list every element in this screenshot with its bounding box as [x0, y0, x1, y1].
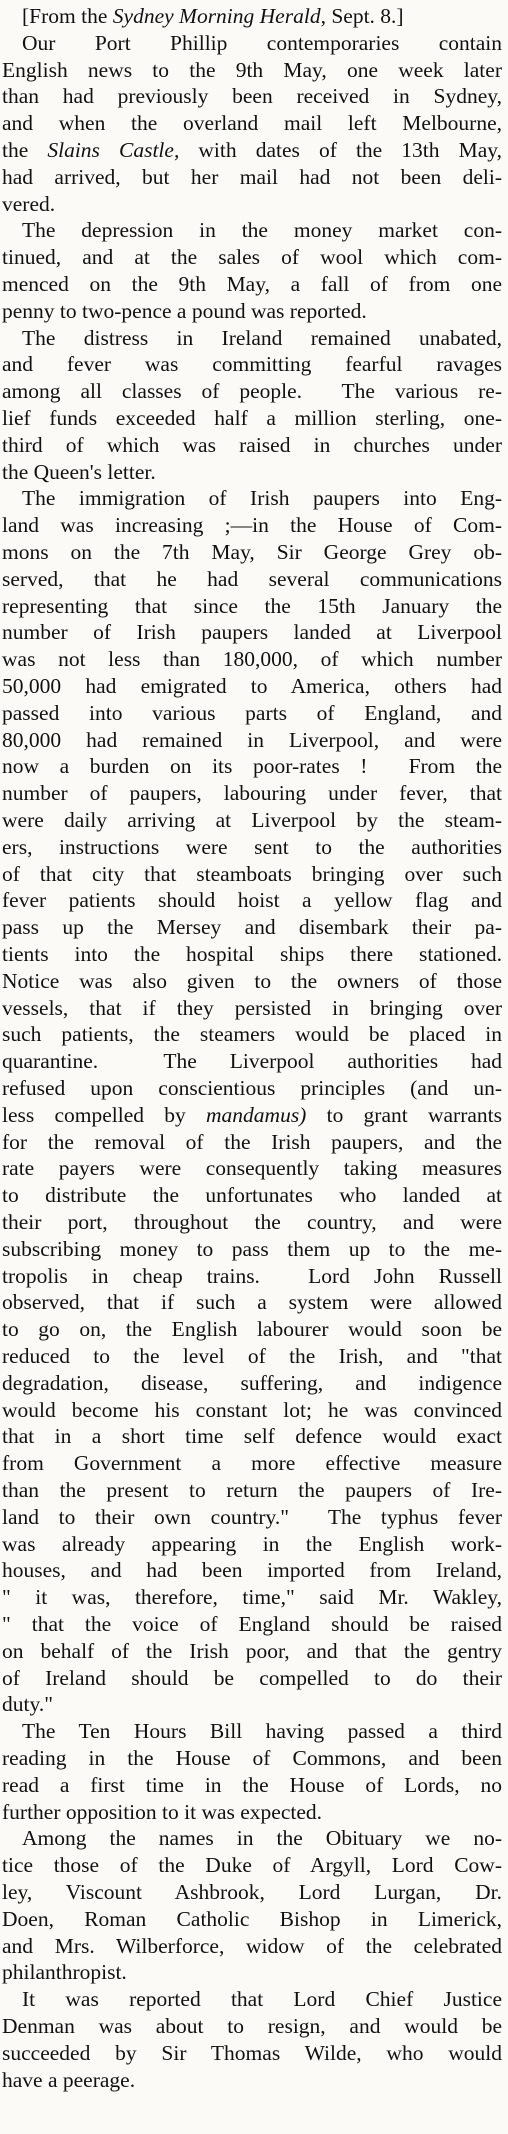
- article-line: [2, 1397, 502, 1424]
- article-line: [2, 1263, 502, 1290]
- article-line: [2, 2013, 502, 2040]
- line-text: [2, 1102, 502, 1129]
- line-text: [2, 1477, 502, 1504]
- article-line: [2, 1852, 502, 1879]
- italic-text: Sydney Morning Herald: [112, 4, 321, 28]
- line-text: [2, 1504, 502, 1531]
- text-run: vered.: [2, 191, 56, 216]
- text-run: observed, that if such a system were allowed: [2, 1290, 502, 1315]
- text-run: now a burden on its poor-rates ! From the: [2, 754, 502, 779]
- text-run: third of which was raised in churches under: [2, 432, 502, 457]
- article-line: [2, 1745, 502, 1772]
- article-line: [2, 1933, 502, 1960]
- article-line: [2, 619, 502, 646]
- line-text: [2, 1665, 502, 1692]
- text-run: served, that he had several communications: [2, 566, 502, 591]
- text-run: among all classes of people. The various re-: [2, 379, 502, 404]
- article-line: [2, 1129, 502, 1156]
- text-run: to go on, the English labourer would soon be: [2, 1317, 502, 1342]
- article-line: [2, 1531, 502, 1558]
- source-line: [22, 3, 502, 30]
- article-line: [2, 1075, 502, 1102]
- line-text: [2, 1450, 502, 1477]
- line-text: [2, 1745, 502, 1772]
- article-line: [2, 1236, 502, 1263]
- text-run: Denman was about to resign, and would be: [2, 2014, 502, 2038]
- text-run: to distribute the unfortunates who landed at: [2, 1183, 502, 1208]
- line-text: [2, 700, 502, 727]
- article-line: [22, 485, 502, 512]
- text-run: of Ireland should be compelled to do their: [2, 1665, 502, 1690]
- article-line: [2, 753, 502, 780]
- article-line: [2, 673, 502, 700]
- text-run: Among the names in the Obituary we no-: [22, 1826, 502, 1851]
- line-text: [2, 405, 502, 432]
- text-run: on behalf of the Irish poor, and that the gentry: [2, 1638, 502, 1663]
- text-run: number of Irish paupers landed at Liverpool: [2, 620, 502, 645]
- line-text: [2, 593, 502, 620]
- line-text: [2, 807, 502, 834]
- text-run: was not less than 180,000, of which number: [2, 647, 502, 672]
- text-run: Doen, Roman Catholic Bishop in Limerick,: [2, 1906, 502, 1931]
- line-text: [2, 780, 502, 807]
- text-run: penny to two-pence a pound was reported.: [2, 298, 367, 323]
- article-line: [2, 1557, 502, 1584]
- line-text: [2, 57, 502, 84]
- article-line: [2, 298, 502, 325]
- line-text: [2, 727, 502, 754]
- line-text: [2, 1048, 502, 1075]
- line-text: [2, 271, 502, 298]
- article-line: [2, 834, 502, 861]
- italic-text: Slains Castle,: [47, 138, 180, 162]
- article-line: [2, 1879, 502, 1906]
- article-line: [2, 1504, 502, 1531]
- text-run: tropolis in cheap trains. Lord John Russell: [2, 1263, 502, 1288]
- text-run: from Government a more effective measure: [2, 1451, 502, 1476]
- article-line: [2, 191, 502, 218]
- line-text: [2, 1879, 502, 1906]
- line-text: [22, 1825, 502, 1852]
- line-text: [2, 646, 502, 673]
- text-run: ers, instructions were sent to the authorities: [2, 834, 502, 859]
- text-run: further opposition to it was expected.: [2, 1799, 323, 1824]
- line-text: [2, 1182, 502, 1209]
- line-text: [2, 1799, 322, 1826]
- text-run: duty.": [2, 1692, 53, 1717]
- text-run: tients into the hospital ships there stationed.: [2, 942, 502, 966]
- line-text: [2, 191, 55, 218]
- line-text: [2, 914, 502, 941]
- text-run: " it was, therefore, time," said Mr. Wakley,: [2, 1585, 502, 1610]
- article-line: [2, 968, 502, 995]
- article-line: [2, 1048, 502, 1075]
- line-text: [2, 995, 502, 1022]
- article-line: [2, 539, 502, 566]
- article-line: [2, 1021, 502, 1048]
- article-line: [2, 727, 502, 754]
- text-run: their port, throughout the country, and were: [2, 1210, 502, 1234]
- line-text: [22, 217, 502, 244]
- line-text: [2, 1691, 53, 1718]
- article-line: [2, 1638, 502, 1665]
- line-text: [22, 1718, 502, 1745]
- text-run: were daily arriving at Liverpool by the steam-: [2, 808, 502, 832]
- text-run: ley, Viscount Ashbrook, Lord Lurgan, Dr.: [2, 1880, 502, 1904]
- text-run: read a first time in the House of Lords, no: [2, 1772, 502, 1797]
- article-line: [2, 1691, 502, 1718]
- text-run: subscribing money to pass them up to the me-: [2, 1236, 502, 1261]
- article-line: [2, 941, 502, 968]
- article-line: [2, 2040, 502, 2067]
- line-text: [22, 30, 502, 57]
- text-run: [From the: [22, 4, 113, 28]
- article-line: [22, 30, 502, 57]
- article-line: [2, 1477, 502, 1504]
- text-run: number of paupers, labouring under fever, that: [2, 781, 502, 806]
- line-text: [2, 1155, 502, 1182]
- line-text: [2, 1021, 502, 1048]
- text-run: quarantine. The Liverpool authorities had: [2, 1049, 502, 1074]
- line-text: [2, 1423, 502, 1450]
- text-run: succeeded by Sir Thomas Wilde, who would: [2, 2040, 502, 2065]
- line-text: [2, 968, 502, 995]
- line-text: [2, 2040, 502, 2067]
- article-line: [2, 1102, 502, 1129]
- text-run: was already appearing in the English work-: [2, 1531, 502, 1556]
- article-line: [22, 1718, 502, 1745]
- text-run: English news to the 9th May, one week later: [2, 57, 502, 82]
- text-run: passed into various parts of England, and: [2, 700, 502, 725]
- text-run: pass up the Mersey and disembark their pa-: [2, 915, 502, 940]
- line-text: [2, 164, 502, 191]
- text-run: Our Port Phillip contemporaries contain: [22, 30, 502, 55]
- text-run: and fever was committing fearful ravages: [2, 352, 502, 377]
- line-text: [2, 512, 502, 539]
- article-line: [2, 1209, 502, 1236]
- line-text: [2, 941, 502, 968]
- line-text: [2, 298, 367, 325]
- article-line: [2, 1665, 502, 1692]
- text-run: such patients, the steamers would be placed in: [2, 1022, 502, 1047]
- article-line: [2, 137, 502, 164]
- text-run: refused upon conscientious principles (and un-: [2, 1076, 502, 1100]
- article-line: [2, 1906, 502, 1933]
- article-line: [2, 432, 502, 459]
- line-text: [2, 1129, 502, 1156]
- text-run: than the present to return the paupers of Ire-: [2, 1478, 502, 1502]
- text-run: philanthropist.: [2, 1960, 127, 1985]
- text-run: Notice was also given to the owners of those: [2, 968, 502, 993]
- line-text: [2, 2013, 502, 2040]
- text-run: mons on the 7th May, Sir George Grey ob-: [2, 540, 502, 564]
- article-line: [2, 861, 502, 888]
- line-text: [2, 1584, 502, 1611]
- text-run: tinued, and at the sales of wool which com-: [2, 245, 502, 270]
- article-line: [2, 459, 502, 486]
- text-run: have a peerage.: [2, 2067, 136, 2092]
- text-run: The Ten Hours Bill having passed a third: [22, 1719, 502, 1744]
- text-run: land to their own country." The typhus fever: [2, 1504, 502, 1529]
- article-line: [2, 1370, 502, 1397]
- text-run: " that the voice of England should be raised: [2, 1612, 502, 1636]
- article-line: [2, 1584, 502, 1611]
- line-text: [2, 1236, 502, 1263]
- text-run: with dates of the 13th May,: [179, 138, 502, 162]
- line-text: [2, 244, 502, 271]
- article-line: [2, 914, 502, 941]
- line-text: [2, 619, 502, 646]
- line-text: [2, 1075, 502, 1102]
- text-run: reduced to the level of the Irish, and "that: [2, 1344, 502, 1368]
- line-text: [2, 834, 502, 861]
- line-text: [2, 432, 502, 459]
- line-text: [2, 137, 502, 164]
- text-run: the Queen's letter.: [2, 459, 156, 484]
- text-run: 50,000 had emigrated to America, others had: [2, 674, 502, 698]
- line-text: [22, 485, 502, 512]
- article-line: [22, 325, 502, 352]
- line-text: [2, 1557, 502, 1584]
- text-run: 80,000 had remained in Liverpool, and were: [2, 727, 502, 752]
- line-text: [2, 1343, 502, 1370]
- line-text: [2, 1263, 502, 1290]
- text-run: would become his constant lot; he was convinced: [2, 1397, 502, 1422]
- line-text: [22, 3, 404, 30]
- article-line: [22, 1825, 502, 1852]
- text-run: representing that since the 15th January the: [2, 593, 502, 618]
- text-run: for the removal of the Irish paupers, and the: [2, 1129, 502, 1154]
- line-text: [2, 861, 502, 888]
- text-run: that in a short time self defence would exact: [2, 1424, 502, 1449]
- article-line: [2, 405, 502, 432]
- text-run: , Sept. 8.]: [320, 4, 404, 28]
- line-text: [2, 1906, 502, 1933]
- article-line: [2, 244, 502, 271]
- line-text: [2, 566, 502, 593]
- article-line: [2, 1289, 502, 1316]
- text-run: The depression in the money market con-: [22, 218, 502, 243]
- article-line: [2, 378, 502, 405]
- article-line: [2, 807, 502, 834]
- text-run: and when the overland mail left Melbourne,: [2, 111, 502, 136]
- line-text: [2, 887, 502, 914]
- text-run: and Mrs. Wilberforce, widow of the celebrated: [2, 1933, 502, 1958]
- line-text: [2, 1370, 502, 1397]
- text-run: menced on the 9th May, a fall of from one: [2, 272, 502, 296]
- article-line: [2, 57, 502, 84]
- text-run: reading in the House of Commons, and been: [2, 1746, 502, 1770]
- text-run: The immigration of Irish paupers into Eng-: [22, 486, 502, 511]
- article-line: [2, 995, 502, 1022]
- article-line: [2, 780, 502, 807]
- line-text: [2, 459, 156, 486]
- article-line: [2, 83, 502, 110]
- article-line: [2, 1799, 502, 1826]
- text-run: less compelled by: [2, 1102, 207, 1127]
- text-run: the: [2, 138, 48, 162]
- line-text: [2, 673, 502, 700]
- article-line: [2, 887, 502, 914]
- text-run: fever patients should hoist a yellow flag and: [2, 888, 502, 913]
- text-run: tice those of the Duke of Argyll, Lord Cow-: [2, 1853, 502, 1878]
- article-line: [2, 271, 502, 298]
- text-run: rate payers were consequently taking measures: [2, 1156, 502, 1181]
- line-text: [2, 110, 502, 137]
- article-line: [2, 110, 502, 137]
- article-line: [2, 700, 502, 727]
- text-run: lief funds exceeded half a million sterling, one-: [2, 406, 502, 430]
- article-line: [2, 646, 502, 673]
- article-line: [2, 1182, 502, 1209]
- line-text: [2, 1772, 502, 1799]
- article-line: [2, 1423, 502, 1450]
- article-line: [2, 351, 502, 378]
- article-line: [2, 1343, 502, 1370]
- article-line: [22, 217, 502, 244]
- line-text: [2, 83, 502, 110]
- article-line: [2, 1450, 502, 1477]
- text-run: had arrived, but her mail had not been deli-: [2, 164, 502, 189]
- line-text: [2, 1611, 502, 1638]
- text-run: It was reported that Lord Chief Justice: [22, 1987, 502, 2012]
- article-line: [2, 1772, 502, 1799]
- line-text: [2, 2067, 135, 2094]
- article-line: [2, 593, 502, 620]
- text-run: degradation, disease, suffering, and indigence: [2, 1370, 502, 1395]
- line-text: [2, 1289, 502, 1316]
- line-text: [2, 378, 502, 405]
- article-line: [2, 1155, 502, 1182]
- line-text: [2, 539, 502, 566]
- text-run: of that city that steamboats bringing over such: [2, 861, 502, 886]
- text-run: houses, and had been imported from Ireland,: [2, 1558, 502, 1583]
- article-line: [2, 164, 502, 191]
- article-line: [2, 2067, 502, 2094]
- line-text: [2, 1397, 502, 1424]
- line-text: [2, 1638, 502, 1665]
- article-line: [2, 512, 502, 539]
- line-text: [2, 753, 502, 780]
- line-text: [2, 1209, 502, 1236]
- line-text: [2, 351, 502, 378]
- line-text: [2, 1316, 502, 1343]
- article-line: [2, 1959, 502, 1986]
- text-run: vessels, that if they persisted in bringing over: [2, 995, 502, 1020]
- article-line: [22, 1986, 502, 2013]
- line-text: [22, 1986, 502, 2013]
- line-text: [2, 1933, 502, 1960]
- line-text: [2, 1531, 502, 1558]
- article-line: [2, 1316, 502, 1343]
- line-text: [2, 1852, 502, 1879]
- line-text: [22, 325, 502, 352]
- text-run: than had previously been received in Sydney,: [2, 84, 502, 109]
- text-run: The distress in Ireland remained unabated,: [22, 325, 502, 350]
- text-run: to grant warrants: [306, 1102, 502, 1127]
- article-line: [2, 566, 502, 593]
- line-text: [2, 1959, 127, 1986]
- italic-text: mandamus): [206, 1102, 307, 1127]
- text-run: land was increasing ;—in the House of Com-: [2, 513, 502, 538]
- article-line: [2, 1611, 502, 1638]
